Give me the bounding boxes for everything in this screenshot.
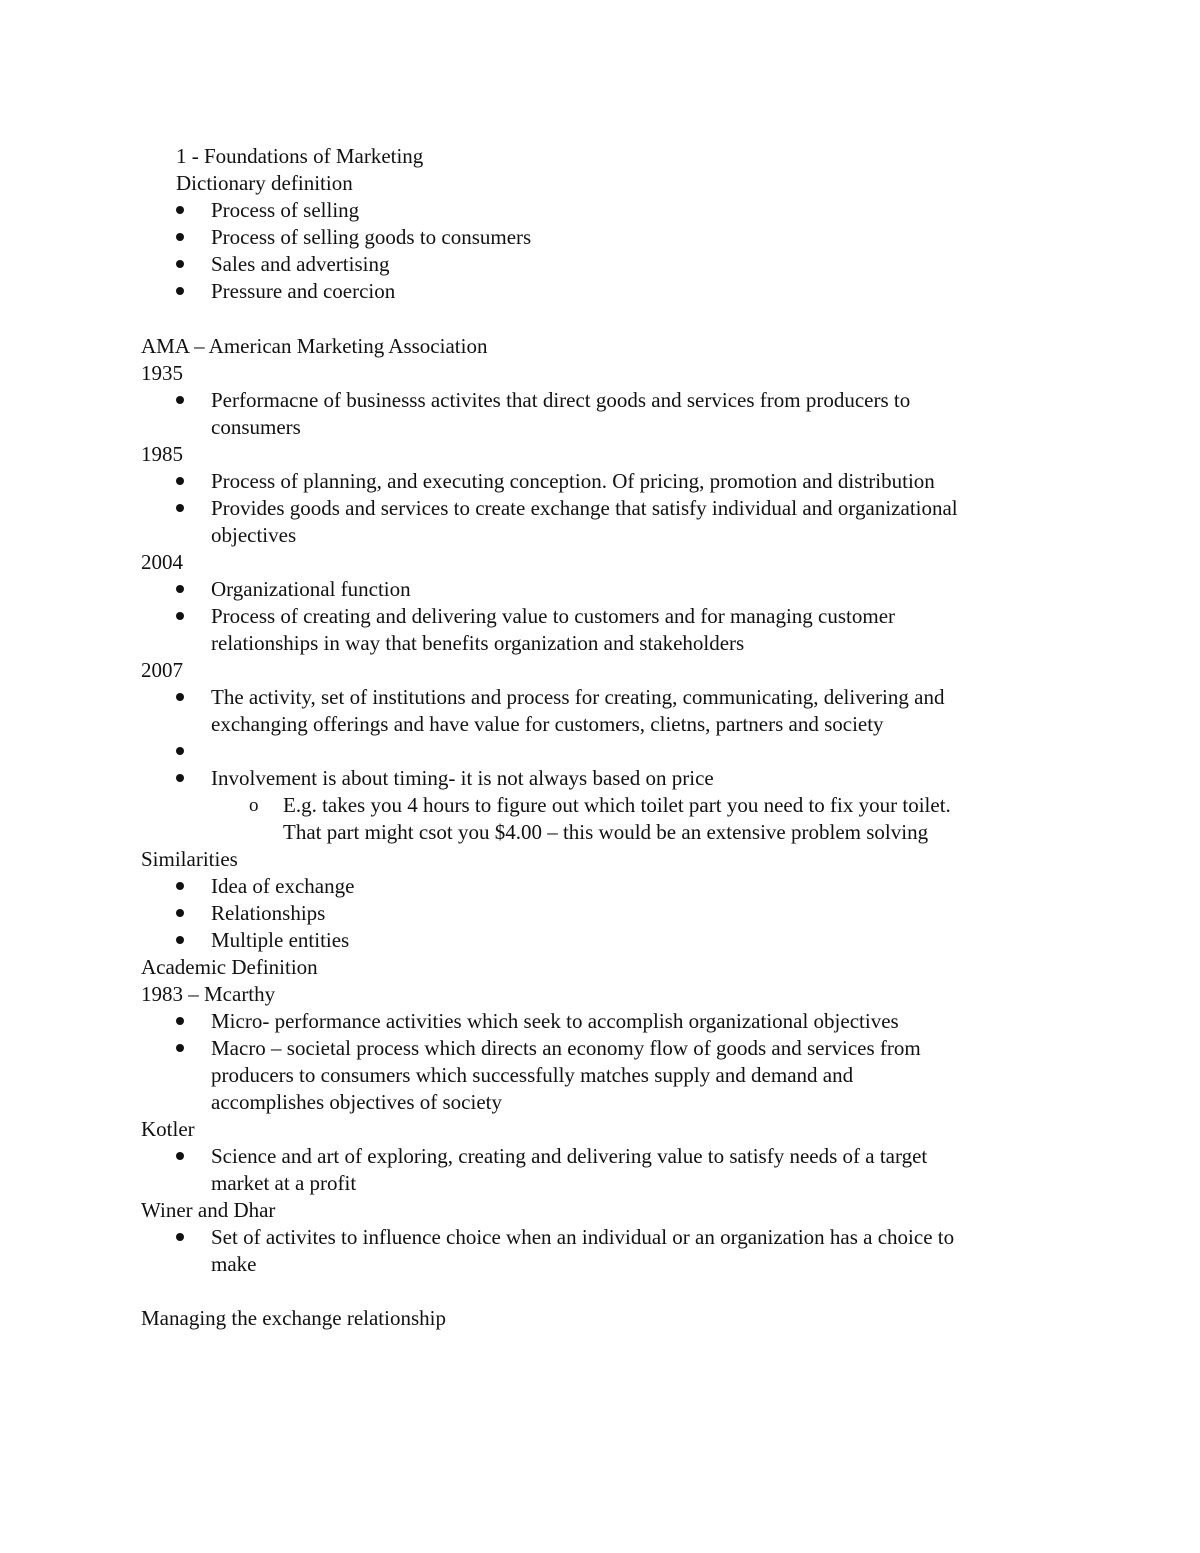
dictionary-heading: Dictionary definition [176, 171, 353, 195]
bullet-icon [176, 1233, 184, 1241]
list-item-line: relationships in way that benefits organization and stakeholders [211, 631, 745, 655]
list-item: Idea of exchange [211, 874, 355, 898]
bullet-icon [176, 693, 184, 701]
list-item-line: accomplishes objectives of society [211, 1090, 502, 1114]
list-item: Relationships [211, 901, 326, 925]
bullet-icon [176, 287, 184, 295]
sub-list-item-line: That part might csot you $4.00 – this would be an extensive problem solving [283, 820, 929, 844]
ama-heading: AMA – American Marketing Association [141, 334, 488, 358]
bullet-icon [176, 1017, 184, 1025]
list-item-line: market at a profit [211, 1171, 357, 1195]
year-2007: 2007 [141, 658, 183, 682]
list-item-line: Process of creating and delivering value to customers and for managing customer [211, 604, 896, 628]
list-item-line: The activity, set of institutions and process for creating, communicating, delivering and [211, 685, 945, 709]
list-item-line: Science and art of exploring, creating and delivering value to satisfy needs of a target [211, 1144, 928, 1168]
list-item: Micro- performance activities which seek to accomplish organizational objectives [211, 1009, 899, 1033]
bullet-icon [176, 477, 184, 485]
winer-dhar-heading: Winer and Dhar [141, 1198, 276, 1222]
list-item: Pressure and coercion [211, 279, 396, 303]
bullet-icon [176, 260, 184, 268]
bullet-icon [176, 206, 184, 214]
year-1985: 1985 [141, 442, 183, 466]
bullet-icon [176, 774, 184, 782]
list-item-line: objectives [211, 523, 297, 547]
empty-bullet-icon [176, 747, 184, 755]
list-item-line: consumers [211, 415, 301, 439]
list-item-line: Set of activites to influence choice when an individual or an organization has a choice to [211, 1225, 955, 1249]
list-item-line: Provides goods and services to create exchange that satisfy individual and organizational [211, 496, 958, 520]
list-item-line: producers to consumers which successfully matches supply and demand and [211, 1063, 854, 1087]
list-item: Multiple entities [211, 928, 350, 952]
bullet-icon [176, 909, 184, 917]
list-item-line: Macro – societal process which directs an economy flow of goods and services from [211, 1036, 921, 1060]
bullet-icon [176, 1044, 184, 1052]
year-2004: 2004 [141, 550, 183, 574]
bullet-icon [176, 936, 184, 944]
bullet-icon [176, 882, 184, 890]
list-item-line: exchanging offerings and have value for customers, clietns, partners and society [211, 712, 884, 736]
document-title: 1 - Foundations of Marketing [176, 144, 424, 168]
closing-heading: Managing the exchange relationship [141, 1306, 446, 1330]
list-item: Involvement is about timing- it is not always based on price [211, 766, 714, 790]
academic-heading: Academic Definition [141, 955, 318, 979]
kotler-heading: Kotler [141, 1117, 195, 1141]
list-item: Sales and advertising [211, 252, 390, 276]
bullet-icon [176, 1152, 184, 1160]
list-item: Process of selling [211, 198, 360, 222]
list-item-line: make [211, 1252, 257, 1276]
bullet-icon [176, 612, 184, 620]
list-item: Organizational function [211, 577, 411, 601]
circle-bullet-icon: o [249, 795, 259, 816]
mcarthy-heading: 1983 – Mcarthy [141, 982, 276, 1006]
year-1935: 1935 [141, 361, 183, 385]
list-item-line: Performacne of businesss activites that direct goods and services from producers to [211, 388, 911, 412]
similarities-heading: Similarities [141, 847, 238, 871]
bullet-icon [176, 585, 184, 593]
bullet-icon [176, 504, 184, 512]
list-item: Process of selling goods to consumers [211, 225, 532, 249]
bullet-icon [176, 233, 184, 241]
list-item: Process of planning, and executing conception. Of pricing, promotion and distribution [211, 469, 935, 493]
sub-list-item-line: E.g. takes you 4 hours to figure out which toilet part you need to fix your toilet. [283, 793, 951, 817]
bullet-icon [176, 396, 184, 404]
